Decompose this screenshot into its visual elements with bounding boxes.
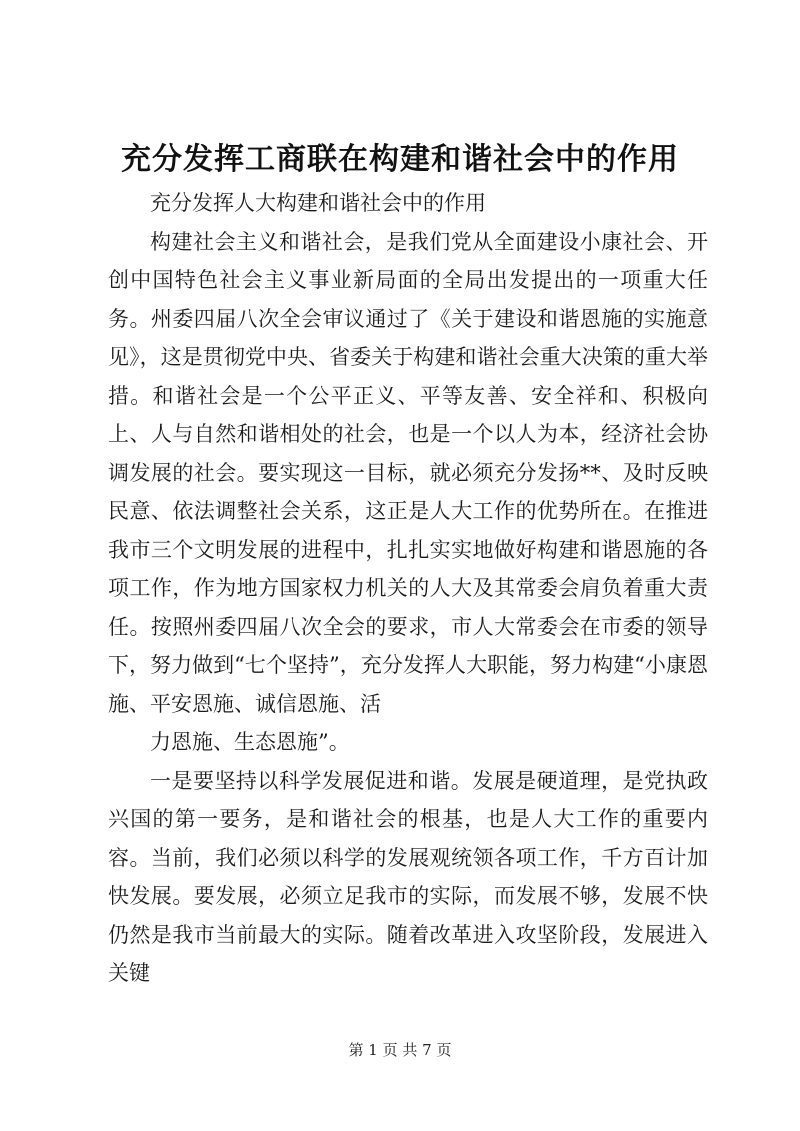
document-title: 充分发挥工商联在构建和谐社会中的作用 xyxy=(121,142,679,177)
document-body xyxy=(108,184,708,993)
paragraph-point-one: 一是要坚持以科学发展促进和谐。发展是硬道理，是党执政兴国的第一要务，是和谐社会的根基，也是人大工作的重要内容。当前，我们必须以科学的发展观统领各项工作，千方百计加快发展。要发展，必须立足我市的实际，而发展不够，发展不快仍然是我市当前最大的实际。随着改革进入攻坚阶段，发展进入关键 xyxy=(108,768,708,985)
paragraph-intro: 构建社会主义和谐社会，是我们党从全面建设小康社会、开创中国特色社会主义事业新局面的全局出发提出的一项重大任务。州委四届八次全会审议通过了《关于建设和谐恩施的实施意见》，这是贯彻党中央、省委关于构建和谐社会重大决策的重大举措。和谐社会是一个公平正义、平等友善、安全祥和、积极向上、人与自然和谐相处的社会，也是一个以人为本，经济社会协调发展的社会。要实现这一目标，就必须充分发扬**、及时反映民意、依法调整社会关系，这正是人大工作的优势所在。在推进我市三个文明发展的进程中，扎扎实实地做好构建和谐恩施的各项工作，作为地方国家权力机关的人大及其常委会肩负着重大责任。按照州委四届八次全会的要求，市人大常委会在市委的领导下，努力做到“七个坚持”，充分发挥人大职能，努力构建“小康恩施、平安恩施、诚信恩施、活 xyxy=(108,229,708,716)
paragraph-continuation: 力恩施、生态恩施”。 xyxy=(150,730,350,754)
paragraph-subtitle: 充分发挥人大构建和谐社会中的作用 xyxy=(150,191,486,215)
page-number-label: 第 1 页 共 7 页 xyxy=(348,1041,452,1059)
page-footer xyxy=(0,1040,800,1060)
